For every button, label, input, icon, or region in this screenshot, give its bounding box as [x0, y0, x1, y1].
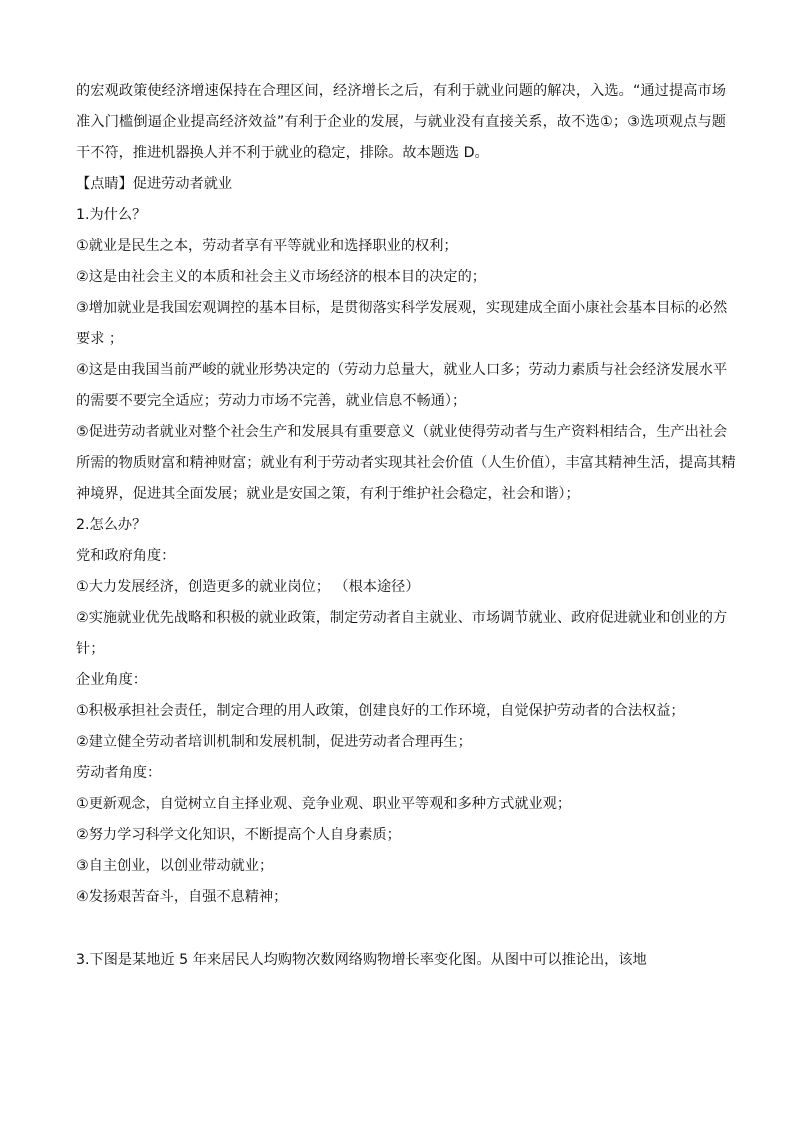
list-item-why-2: ②这是由社会主义的本质和社会主义市场经济的根本目的决定的； [76, 269, 486, 285]
paragraph-line-analysis-3: 干不符，推进机器换人并不利于就业的稳定，排除。故本题选 D。 [76, 145, 489, 161]
list-item-worker-1: ①更新观念，自觉树立自主择业观、竞争业观、职业平等观和多种方式就业观； [76, 796, 572, 812]
list-item-why-4-cont: 的需要不要完全适应；劳动力市场不完善，就业信息不畅通）； [76, 393, 467, 409]
question-3-stem: 3.下图是某地近 5 年来居民人均购物次数网络购物增长率变化图。从图中可以推论出，该地 [76, 952, 647, 968]
paragraph-line-analysis-2: 准入门槛倒逼企业提高经济效益”有利于企业的发展，与就业没有直接关系，故不选①；③选项观点与题 [76, 114, 726, 130]
list-item-worker-3: ③自主创业，以创业带动就业； [76, 858, 274, 874]
list-item-worker-4: ④发扬艰苦奋斗，自强不息精神； [76, 889, 288, 905]
list-item-enterprise-1: ①积极承担社会责任，制定合理的用人政策，创建良好的工作环境，自觉保护劳动者的合法权益； [76, 703, 685, 719]
list-item-why-5: ⑤促进劳动者就业对整个社会生产和发展具有重要意义（就业使得劳动者与生产资料相结合，生产出社会 [76, 424, 728, 440]
list-item-why-5-cont-1: 所需的物质财富和精神财富；就业有利于劳动者实现其社会价值（人生价值），丰富其精神生活，提高其精 [76, 455, 736, 471]
subheading-how: 2.怎么办？ [76, 517, 147, 533]
subheading-worker: 劳动者角度： [76, 765, 162, 781]
list-item-govt-2-cont: 针； [76, 641, 105, 657]
subheading-party-govt: 党和政府角度： [76, 548, 176, 564]
list-item-why-3-cont: 要求 ； [76, 331, 124, 347]
section-heading-dianjing: 【点睛】促进劳动者就业 [76, 176, 233, 192]
list-item-why-4: ④这是由我国当前严峻的就业形势决定的（劳动力总量大，就业人口多；劳动力素质与社会经济发展水平 [76, 362, 728, 378]
subheading-enterprise: 企业角度： [76, 672, 147, 688]
subheading-why: 1.为什么？ [76, 207, 147, 223]
list-item-worker-2: ②努力学习科学文化知识，不断提高个人自身素质； [76, 827, 401, 843]
list-item-why-1: ①就业是民生之本，劳动者享有平等就业和选择职业的权利； [76, 238, 458, 254]
list-item-why-5-cont-2: 神境界，促进其全面发展；就业是安国之策，有利于维护社会稳定，社会和谐）； [76, 486, 580, 502]
list-item-enterprise-2: ②建立健全劳动者培训机制和发展机制，促进劳动者合理再生； [76, 734, 472, 750]
list-item-govt-2: ②实施就业优先战略和积极的就业政策，制定劳动者自主就业、市场调节就业、政府促进就业和创业的方 [76, 610, 728, 626]
list-item-govt-1: ①大力发展经济，创造更多的就业岗位； （根本途径） [76, 579, 420, 595]
paragraph-line-analysis-1: 的宏观政策使经济增速保持在合理区间，经济增长之后，有利于就业问题的解决，入选。“通过提高市场 [76, 83, 726, 99]
list-item-why-3: ③增加就业是我国宏观调控的基本目标，是贯彻落实科学发展观，实现建成全面小康社会基本目标的必然 [76, 300, 728, 316]
